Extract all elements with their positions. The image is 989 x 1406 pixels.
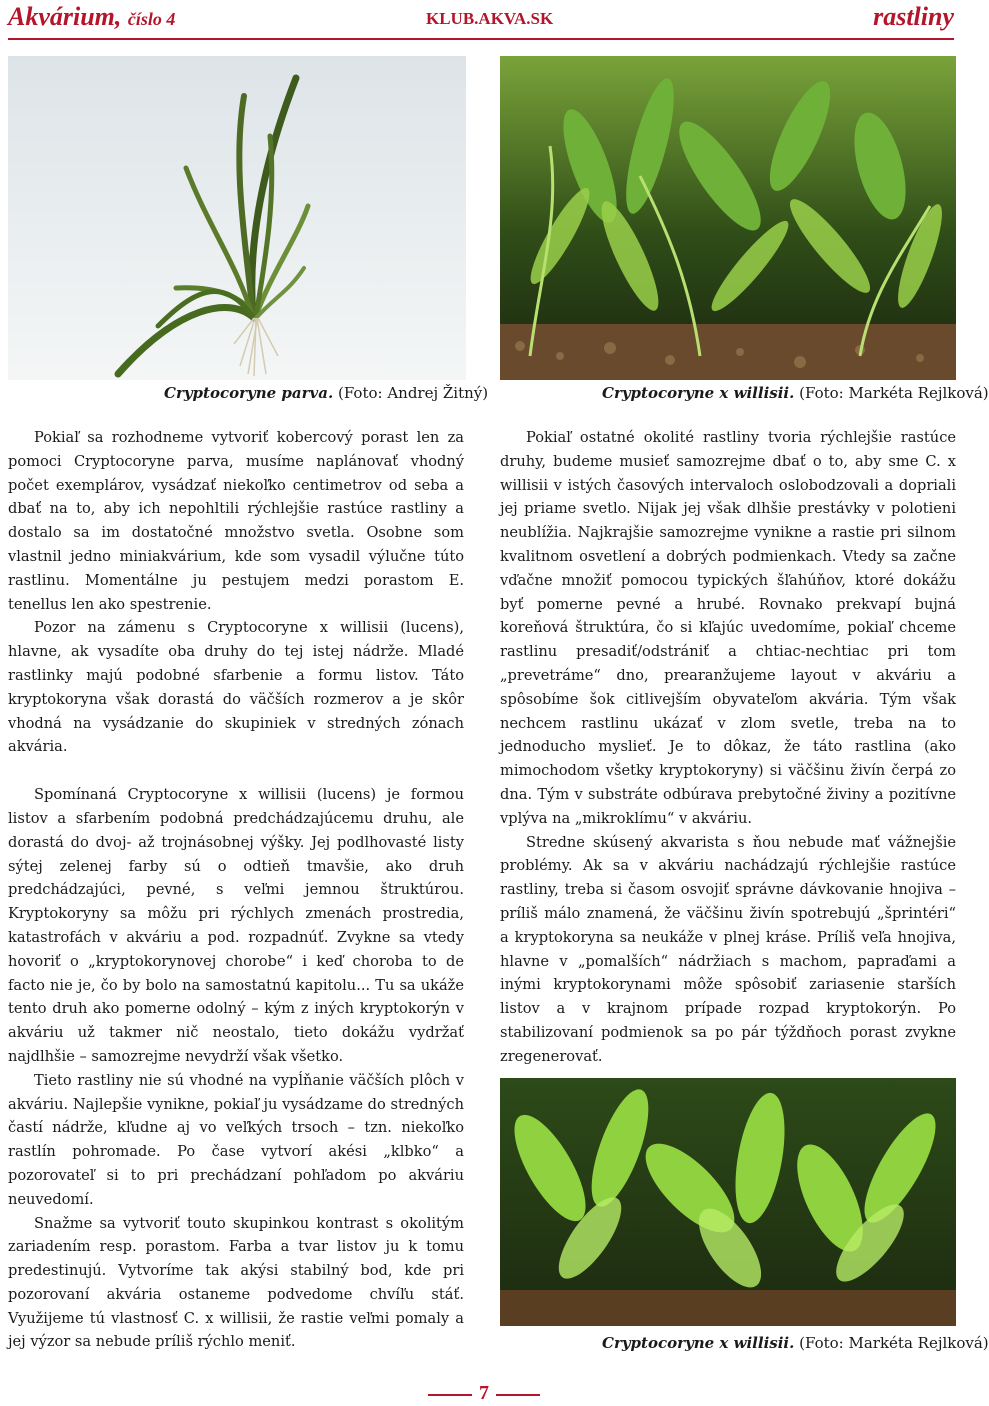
photo-cryptocoryne-willisii-tank (500, 56, 956, 380)
photo-cryptocoryne-parva (8, 56, 466, 380)
paragraph: Pozor na zámenu s Cryptocoryne x willisii (lucens), hlavne, ak vysadíte oba druhy do tej istej nádrže. Mladé rastlinky majú podobné sfarbenie a formu listov. Táto kryptokoryna však dorastá do väčších rozmerov a je skôr vhodná na vysádzanie do skupiniek v stredných zónach akvária. (8, 619, 464, 756)
caption-species: Cryptocoryne parva. (164, 384, 334, 402)
paragraph: Pokiaľ ostatné okolité rastliny tvoria rýchlejšie rastúce druhy, budeme musieť samozrejme dbať o to, aby sme C. x willisii v istých časových intervaloch oslobodzovali a dopriali jej priame svetlo. Nijak jej však dlhšie prestávky v polotieni neublížia. Najkrajšie samozrejme vynikne a rastie pri silnom kvalitnom osvetlení a dobrých podmienkach. Vtedy sa začne vďačne množiť pomocou typických šľahúňov, ktoré dokážu byť pomerne pevné a hrubé. Rovnako prekvapí bujná koreňová štruktúra, čo si kľajúc uvedomíme, pokiaľ chceme rastlinu presadiť/odstrániť a chtiac-nechtiac pri tom „prevetráme“ dno, prearanžujeme layout v akváriu a spôsobíme šok citlivejším obyvateľom akvária. Tým však nechcem rastlinu ukázať v zlom svetle, treba na to jednoducho myslieť. Je to dôkaz, že táto rastlina (ako mimochodom všetky kryptokoryny) si väčšinu živín čerpá zo dna. Tým v substráte odbúrava prebytočné živiny a pozitívne vplýva na „mikroklímu“ v akváriu. (500, 429, 956, 827)
paragraph: Pokiaľ sa rozhodneme vytvoriť kobercový porast len za pomoci Cryptocoryne parva, musíme naplánovať vhodný počet exemplárov, vysádzať niekoľko centimetrov od seba a dbať na to, aby ich nepohltili rýchlejšie rastúce rastliny a dostalo sa im dostatočné množstvo svetla. Osobne som vlastnil jedno miniakvárium, kde som vysadil výlučne túto rastlinu. Momentálne ju pestujem medzi porastom E. tenellus len ako spestrenie. (8, 429, 464, 613)
caption-credit: (Foto: Andrej Žitný) (337, 384, 489, 402)
paragraph: Snažme sa vytvoriť touto skupinkou kontrast s okolitým zariadením resp. porastom. Farba a tvar listov ju k tomu predestinujú. Vytvoríme tak akýsi stabilný bod, kde pri pozorovaní akvária ostaneme podvedome chvíľu stáť. Využijeme tú vlastnosť C. x willisii, že rastie veľmi pomaly a jej výzor sa nebude príliš rýchlo meniť. (8, 1214, 464, 1351)
left-column (8, 426, 464, 1354)
page-header (8, 0, 954, 36)
photo-caption-3 (602, 1334, 989, 1352)
caption-species: Cryptocoryne x willisii. (602, 1334, 795, 1352)
caption-species: Cryptocoryne x willisii. (602, 384, 795, 402)
site-name: KLUB.AKVA.SK (426, 9, 554, 28)
magazine-title (8, 2, 175, 32)
photo-caption-1 (164, 384, 488, 402)
page-number (428, 1384, 540, 1404)
page-number-text: 7 (479, 1382, 489, 1404)
caption-credit: (Foto: Markéta Rejlková) (799, 384, 989, 402)
issue-number: číslo 4 (127, 9, 176, 29)
caption-credit: (Foto: Markéta Rejlková) (799, 1334, 989, 1352)
photo-cryptocoryne-willisii-closeup (500, 1078, 956, 1326)
header-rule (8, 38, 954, 40)
paragraph: Tieto rastliny nie sú vhodné na vypĺňanie väčších plôch v akváriu. Najlepšie vynikne, pokiaľ ju vysádzame do stredných častí nádrže, kľudne aj vo veľkých trsoch – tzn. niekoľko rastlín pohromade. Po čase vytvorí akési „klbko“ a pozorovateľ si to pri prechádzaní pohľadom po akváriu neuvedomí. (8, 1071, 464, 1208)
right-column (500, 426, 956, 1069)
paragraph: Spomínaná Cryptocoryne x willisii (lucens) je formou listov a sfarbením podobná predchádzajúcemu druhu, ale dorastá do dvoj- až trojnásobnej výšky. Jej podlhovasté listy sýtej zelenej farby sú o odtieň tmavšie, ako druh predchádzajúci, pevné, s veľmi jemnou štruktúrou. Kryptokoryny sa môžu pri rýchlych zmenách prostredia, katastrofách v akváriu a pod. rozpadnúť. Zvykne sa vtedy hovoriť o „kryptokorynovej chorobe“ i keď choroba to de facto nie je, čo by bolo na samostatnú kapitolu... Tu sa ukáže tento druh ako pomerne odolný – kým z iných kryptokorýn v akváriu už takmer nič neostalo, tieto dokážu vydržať najdlhšie – samozrejme nevydrží však všetko. (8, 786, 464, 1065)
magazine-name: Akvárium, (8, 2, 122, 31)
page-number-rule-right (496, 1394, 540, 1396)
page-number-rule-left (428, 1394, 472, 1396)
paragraph: Stredne skúsený akvarista s ňou nebude mať vážnejšie problémy. Ak sa v akváriu nachádzajú rýchlejšie rastúce rastliny, treba si časom osvojiť správne dávkovanie hnojiva – príliš málo znamená, že väčšinu živín spotrebujú „šprintéri“ a kryptokoryna sa neukáže v plnej kráse. Príliš veľa hnojiva, hlavne v „pomalších“ nádržiach s machom, papraďami a inými kryptokorynami môže spôsobiť zariasenie starších listov a v krajnom prípade rozpad kryptokorýn. Po stabilizovaní podmienok sa po pár týždňoch porast zvykne zregenerovať. (500, 833, 956, 1065)
photo-caption-2 (602, 384, 989, 402)
section-title: rastliny (873, 2, 954, 31)
